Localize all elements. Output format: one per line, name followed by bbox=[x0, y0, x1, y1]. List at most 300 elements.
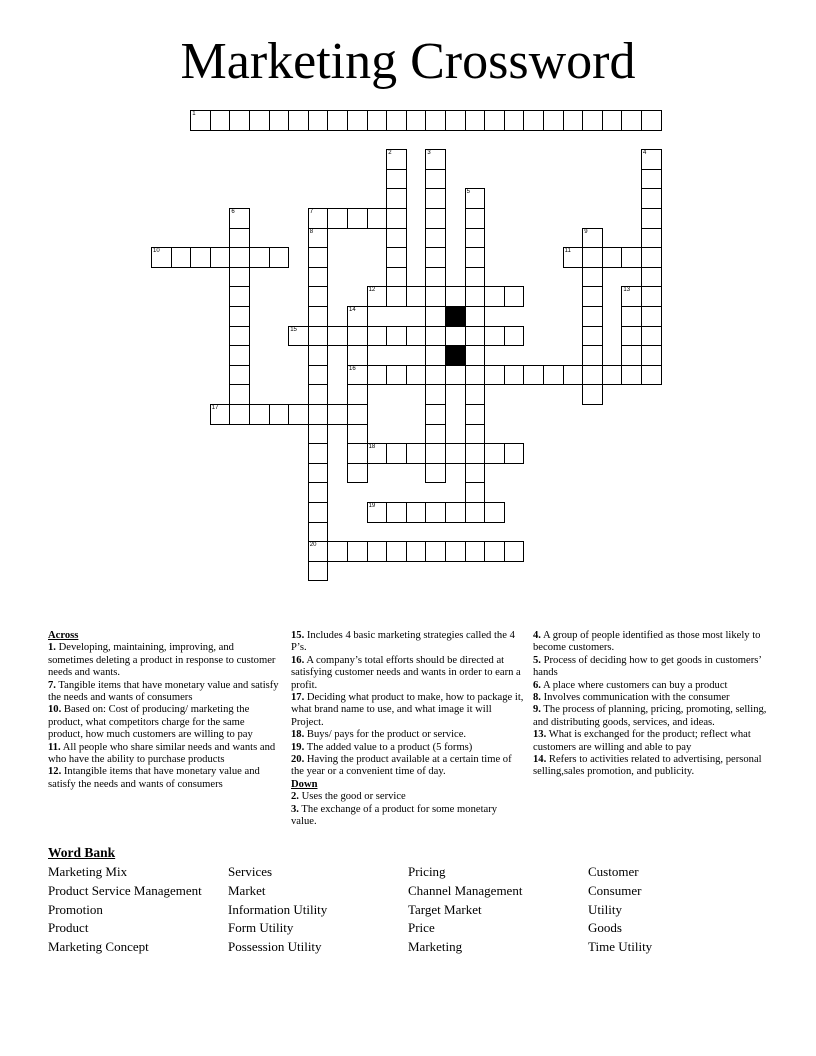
clue-text: A place where customers can buy a product bbox=[543, 679, 728, 691]
grid-cell[interactable] bbox=[210, 404, 231, 425]
grid-cell[interactable] bbox=[465, 502, 486, 523]
clue-number: 16. bbox=[291, 654, 305, 666]
clue-number: 8. bbox=[533, 692, 541, 704]
clue-number: 7. bbox=[48, 679, 56, 691]
grid-cell[interactable] bbox=[367, 502, 388, 523]
grid-cell[interactable] bbox=[386, 267, 407, 288]
grid-cell[interactable] bbox=[308, 110, 329, 131]
word-bank-word: Product bbox=[48, 920, 89, 936]
grid-cell[interactable] bbox=[249, 404, 270, 425]
clue-item bbox=[291, 655, 524, 692]
cell-number: 20 bbox=[309, 542, 317, 549]
grid-cell[interactable] bbox=[425, 541, 446, 562]
grid-cell[interactable] bbox=[582, 228, 603, 249]
grid-cell[interactable] bbox=[308, 326, 329, 347]
grid-cell[interactable] bbox=[504, 110, 525, 131]
grid-cell[interactable] bbox=[641, 149, 662, 170]
grid-cell[interactable] bbox=[641, 188, 662, 209]
grid-cell[interactable] bbox=[425, 404, 446, 425]
clue-text: All people who share similar needs and wants and who have the ability to purchase products bbox=[48, 741, 276, 766]
word-bank-word: Services bbox=[228, 864, 273, 879]
clue-item bbox=[291, 804, 524, 829]
clue-number: 12. bbox=[48, 766, 62, 778]
grid-cell[interactable] bbox=[229, 365, 250, 386]
clue-item bbox=[533, 754, 773, 779]
grid-cell[interactable] bbox=[582, 384, 603, 405]
grid-cell[interactable] bbox=[465, 286, 486, 307]
grid-cell[interactable] bbox=[465, 365, 486, 386]
grid-cell[interactable] bbox=[347, 208, 368, 229]
clue-number: 6. bbox=[533, 679, 541, 691]
grid-cell[interactable] bbox=[308, 286, 329, 307]
grid-cell[interactable] bbox=[229, 208, 250, 229]
clue-text: Based on: Cost of producing/ marketing the product, what competitors charge for the same product, how much customers are willing to pay bbox=[48, 704, 253, 741]
grid-cell[interactable] bbox=[347, 365, 368, 386]
grid-cell[interactable] bbox=[582, 345, 603, 366]
grid-cell[interactable] bbox=[229, 267, 250, 288]
grid-cell[interactable] bbox=[386, 188, 407, 209]
grid-cell[interactable] bbox=[641, 247, 662, 268]
grid-cell[interactable] bbox=[229, 110, 250, 131]
grid-cell[interactable] bbox=[582, 326, 603, 347]
grid-cell[interactable] bbox=[484, 110, 505, 131]
clue-item bbox=[48, 766, 281, 791]
word-bank-word: Form Utility bbox=[228, 920, 294, 936]
cell-number: 2 bbox=[388, 150, 392, 157]
grid-cell[interactable] bbox=[269, 110, 290, 131]
grid-cell[interactable] bbox=[367, 541, 388, 562]
grid-cell[interactable] bbox=[367, 286, 388, 307]
grid-cell[interactable] bbox=[465, 443, 486, 464]
grid-cell[interactable] bbox=[465, 463, 486, 484]
grid-cell[interactable] bbox=[465, 384, 486, 405]
grid-cell[interactable] bbox=[641, 208, 662, 229]
clue-text: Refers to activities related to advertising, personal selling,sales promotion, and publicity. bbox=[533, 754, 762, 778]
grid-cell[interactable] bbox=[386, 365, 407, 386]
grid-cell[interactable] bbox=[543, 365, 564, 386]
clue-number: 17. bbox=[291, 692, 305, 704]
cell-number: 4 bbox=[643, 150, 647, 157]
grid-cell[interactable] bbox=[425, 424, 446, 445]
grid-cell[interactable] bbox=[347, 541, 368, 562]
word-bank-word: Price bbox=[408, 920, 435, 936]
clue-text: Process of deciding how to get goods in customers’ hands bbox=[533, 654, 762, 679]
cell-number: 9 bbox=[584, 228, 588, 235]
grid-cell[interactable] bbox=[425, 169, 446, 190]
grid-cell[interactable] bbox=[406, 326, 427, 347]
grid-cell[interactable] bbox=[465, 306, 486, 327]
clue-text: Developing, maintaining, improving, and sometimes deleting a product in response to customer needs and wants. bbox=[48, 642, 276, 679]
grid-cell[interactable] bbox=[641, 306, 662, 327]
cell-number: 10 bbox=[153, 248, 160, 255]
clue-item bbox=[533, 680, 773, 692]
down-heading: Down bbox=[291, 778, 318, 790]
grid-cell[interactable] bbox=[308, 208, 329, 229]
grid-cell[interactable] bbox=[347, 326, 368, 347]
grid-cell[interactable] bbox=[425, 228, 446, 249]
grid-cell[interactable] bbox=[425, 384, 446, 405]
grid-cell[interactable] bbox=[543, 110, 564, 131]
grid-cell[interactable] bbox=[229, 404, 250, 425]
grid-cell[interactable] bbox=[641, 110, 662, 131]
cell-number: 15 bbox=[290, 326, 297, 333]
grid-cell[interactable] bbox=[171, 247, 192, 268]
grid-cell[interactable] bbox=[465, 208, 486, 229]
grid-cell[interactable] bbox=[406, 541, 427, 562]
grid-cell[interactable] bbox=[582, 286, 603, 307]
grid-cell[interactable] bbox=[367, 326, 388, 347]
grid-cell[interactable] bbox=[621, 345, 642, 366]
clue-item bbox=[533, 630, 773, 655]
clue-number: 9. bbox=[533, 704, 541, 716]
grid-cell[interactable] bbox=[327, 326, 348, 347]
grid-cell[interactable] bbox=[602, 110, 623, 131]
grid-cell[interactable] bbox=[308, 522, 329, 543]
clue-text: A group of people identified as those most likely to become customers. bbox=[533, 630, 761, 654]
grid-cell[interactable] bbox=[641, 326, 662, 347]
grid-cell[interactable] bbox=[249, 110, 270, 131]
clue-number: 10. bbox=[48, 704, 62, 716]
grid-cell[interactable] bbox=[504, 541, 525, 562]
grid-cell[interactable] bbox=[327, 208, 348, 229]
grid-cell[interactable] bbox=[249, 247, 270, 268]
cell-number: 19 bbox=[368, 503, 376, 509]
page-title: Marketing Crossword bbox=[180, 33, 636, 90]
word-bank-word: Marketing bbox=[408, 939, 463, 955]
grid-cell[interactable] bbox=[308, 247, 329, 268]
clue-item bbox=[533, 704, 773, 729]
grid-cell[interactable] bbox=[308, 561, 329, 582]
grid-cell[interactable] bbox=[504, 365, 525, 386]
clue-text: Includes 4 basic marketing strategies called the 4 P’s. bbox=[291, 630, 515, 654]
grid-cell[interactable] bbox=[621, 286, 642, 307]
grid-cell[interactable] bbox=[288, 326, 309, 347]
grid-cell[interactable] bbox=[641, 228, 662, 249]
across-heading: Across bbox=[48, 630, 79, 641]
grid-cell[interactable] bbox=[367, 110, 388, 131]
grid-cell[interactable] bbox=[641, 365, 662, 386]
grid-cell[interactable] bbox=[425, 463, 446, 484]
grid-cell[interactable] bbox=[484, 286, 505, 307]
clue-item bbox=[291, 692, 524, 729]
grid-cell[interactable] bbox=[308, 365, 329, 386]
grid-cell[interactable] bbox=[445, 443, 466, 464]
grid-cell[interactable] bbox=[229, 326, 250, 347]
grid-cell[interactable] bbox=[386, 208, 407, 229]
cell-number: 13 bbox=[623, 287, 631, 294]
grid-cell[interactable] bbox=[308, 345, 329, 366]
clue-item bbox=[291, 729, 524, 741]
grid-cell[interactable] bbox=[621, 326, 642, 347]
grid-cell[interactable] bbox=[308, 404, 329, 425]
cell-number: 17 bbox=[211, 405, 219, 411]
clue-text: Intangible items that have monetary value and satisfy the needs and wants of consumers bbox=[48, 766, 260, 790]
grid-cell[interactable] bbox=[210, 110, 231, 131]
grid-cell[interactable] bbox=[190, 110, 211, 131]
grid-cell[interactable] bbox=[465, 345, 486, 366]
grid-cell[interactable] bbox=[425, 345, 446, 366]
grid-cell[interactable] bbox=[386, 247, 407, 268]
grid-cell[interactable] bbox=[288, 110, 309, 131]
grid-cell[interactable] bbox=[308, 384, 329, 405]
clue-number: 1. bbox=[48, 642, 56, 654]
clues-column-1 bbox=[48, 630, 281, 791]
clue-item bbox=[291, 791, 524, 803]
grid-cell[interactable] bbox=[327, 541, 348, 562]
cell-number: 11 bbox=[564, 248, 571, 255]
grid-cell[interactable] bbox=[425, 247, 446, 268]
grid-cell[interactable] bbox=[465, 188, 486, 209]
word-bank-word: Pricing bbox=[408, 864, 446, 879]
clue-number: 5. bbox=[533, 654, 541, 666]
grid-cell[interactable] bbox=[504, 326, 525, 347]
grid-cell[interactable] bbox=[523, 110, 544, 131]
grid-cell[interactable] bbox=[445, 326, 466, 347]
grid-cell[interactable] bbox=[465, 326, 486, 347]
clue-item bbox=[291, 754, 524, 779]
clue-text: Involves communication with the consumer bbox=[543, 692, 730, 704]
grid-cell[interactable] bbox=[327, 110, 348, 131]
grid-cell[interactable] bbox=[406, 110, 427, 131]
grid-cell[interactable] bbox=[386, 541, 407, 562]
cell-number: 5 bbox=[466, 189, 470, 196]
grid-cell[interactable] bbox=[425, 326, 446, 347]
clue-item bbox=[48, 704, 281, 741]
clue-text: The added value to a product (5 forms) bbox=[306, 741, 473, 753]
grid-cell[interactable] bbox=[425, 188, 446, 209]
word-bank bbox=[48, 845, 768, 957]
word-bank-word: Marketing Mix bbox=[48, 864, 128, 879]
grid-cell[interactable] bbox=[347, 443, 368, 464]
grid-cell[interactable] bbox=[347, 463, 368, 484]
cell-number: 6 bbox=[231, 209, 235, 215]
clue-text: Uses the good or service bbox=[301, 791, 406, 803]
grid-cell[interactable] bbox=[445, 541, 466, 562]
word-bank-word: Utility bbox=[588, 901, 622, 917]
word-bank-word: Promotion bbox=[48, 901, 103, 917]
grid-cell[interactable] bbox=[582, 110, 603, 131]
grid-cell[interactable] bbox=[425, 502, 446, 523]
grid-cell[interactable] bbox=[425, 149, 446, 170]
clue-number: 11. bbox=[48, 741, 61, 753]
grid-cell[interactable] bbox=[406, 443, 427, 464]
grid-cell[interactable] bbox=[445, 502, 466, 523]
grid-cell[interactable] bbox=[425, 365, 446, 386]
word-bank-word: Information Utility bbox=[228, 901, 328, 917]
grid-cell[interactable] bbox=[386, 110, 407, 131]
grid-cell[interactable] bbox=[308, 541, 329, 562]
clue-item bbox=[533, 655, 773, 680]
grid-cell[interactable] bbox=[563, 110, 584, 131]
grid-cell[interactable] bbox=[151, 247, 172, 268]
grid-cell[interactable] bbox=[229, 306, 250, 327]
clues-column-2 bbox=[291, 630, 524, 829]
clue-item bbox=[48, 680, 281, 705]
grid-cell[interactable] bbox=[386, 502, 407, 523]
grid-cell[interactable] bbox=[406, 286, 427, 307]
grid-cell[interactable] bbox=[563, 365, 584, 386]
clue-text: Tangible items that have monetary value and satisfy the needs and wants of consumers bbox=[48, 679, 279, 704]
grid-cell[interactable] bbox=[425, 286, 446, 307]
grid-cell[interactable] bbox=[367, 443, 388, 464]
word-bank-title: Word Bank bbox=[48, 845, 116, 860]
clue-text: Having the product available at a certain time of the year or a convenient time of day. bbox=[291, 754, 512, 778]
grid-cell[interactable] bbox=[190, 247, 211, 268]
grid-cell[interactable] bbox=[641, 286, 662, 307]
word-bank-word: Channel Management bbox=[408, 882, 523, 898]
grid-cell[interactable] bbox=[347, 384, 368, 405]
grid-cell[interactable] bbox=[465, 247, 486, 268]
grid-cell[interactable] bbox=[582, 247, 603, 268]
grid-cell[interactable] bbox=[484, 365, 505, 386]
word-bank-word: Customer bbox=[588, 864, 639, 879]
clue-item bbox=[533, 692, 773, 704]
grid-cell[interactable] bbox=[406, 502, 427, 523]
grid-cell[interactable] bbox=[347, 345, 368, 366]
grid-block bbox=[445, 345, 466, 366]
clue-number: 14. bbox=[533, 754, 547, 766]
grid-cell[interactable] bbox=[386, 286, 407, 307]
cell-number: 3 bbox=[427, 150, 431, 157]
word-bank-word: Market bbox=[228, 882, 266, 898]
grid-cell[interactable] bbox=[641, 169, 662, 190]
clue-number: 19. bbox=[291, 741, 305, 753]
grid-cell[interactable] bbox=[288, 404, 309, 425]
grid-cell[interactable] bbox=[465, 267, 486, 288]
grid-cell[interactable] bbox=[229, 286, 250, 307]
clue-text: Buys/ pays for the product or service. bbox=[306, 729, 467, 741]
grid-cell[interactable] bbox=[425, 267, 446, 288]
grid-cell[interactable] bbox=[641, 267, 662, 288]
grid-cell[interactable] bbox=[582, 306, 603, 327]
grid-cell[interactable] bbox=[523, 365, 544, 386]
grid-cell[interactable] bbox=[641, 345, 662, 366]
grid-cell[interactable] bbox=[445, 365, 466, 386]
grid-cell[interactable] bbox=[308, 424, 329, 445]
clue-item bbox=[291, 630, 524, 655]
grid-cell[interactable] bbox=[347, 110, 368, 131]
grid-cell[interactable] bbox=[386, 443, 407, 464]
clues-column-3 bbox=[533, 630, 773, 779]
clue-item bbox=[291, 742, 524, 754]
word-bank-word: Marketing Concept bbox=[48, 939, 149, 955]
grid-cell[interactable] bbox=[386, 149, 407, 170]
clue-item bbox=[48, 742, 281, 767]
grid-cell[interactable] bbox=[308, 306, 329, 327]
grid-cell[interactable] bbox=[621, 247, 642, 268]
grid-cell[interactable] bbox=[308, 267, 329, 288]
grid-cell[interactable] bbox=[229, 228, 250, 249]
cell-number: 16 bbox=[349, 365, 356, 372]
grid-cell[interactable] bbox=[582, 365, 603, 386]
grid-cell[interactable] bbox=[229, 345, 250, 366]
grid-cell[interactable] bbox=[621, 365, 642, 386]
grid-cell[interactable] bbox=[308, 228, 329, 249]
grid-cell[interactable] bbox=[425, 443, 446, 464]
clue-number: 3. bbox=[291, 803, 299, 815]
grid-cell[interactable] bbox=[465, 424, 486, 445]
clue-item bbox=[48, 642, 281, 679]
word-bank-word: Possession Utility bbox=[228, 939, 322, 955]
grid-cell[interactable] bbox=[386, 169, 407, 190]
grid-cell[interactable] bbox=[269, 247, 290, 268]
grid-cell[interactable] bbox=[347, 424, 368, 445]
grid-cell[interactable] bbox=[308, 482, 329, 503]
grid-cell[interactable] bbox=[445, 286, 466, 307]
grid-cell[interactable] bbox=[425, 306, 446, 327]
grid-cell[interactable] bbox=[602, 247, 623, 268]
grid-cell[interactable] bbox=[229, 247, 250, 268]
grid-cell[interactable] bbox=[504, 443, 525, 464]
grid-cell[interactable] bbox=[602, 365, 623, 386]
grid-cell[interactable] bbox=[445, 110, 466, 131]
grid-cell[interactable] bbox=[406, 365, 427, 386]
word-bank-word: Product Service Management bbox=[48, 882, 202, 898]
grid-cell[interactable] bbox=[563, 247, 584, 268]
grid-cell[interactable] bbox=[465, 482, 486, 503]
cell-number: 1 bbox=[192, 111, 196, 117]
clue-number: 18. bbox=[291, 729, 305, 741]
grid-cell[interactable] bbox=[347, 306, 368, 327]
grid-cell[interactable] bbox=[308, 502, 329, 523]
grid-cell[interactable] bbox=[425, 208, 446, 229]
grid-cell[interactable] bbox=[484, 326, 505, 347]
clue-text: Deciding what product to make, how to package it, what brand name to use, and what image it will Project. bbox=[291, 692, 524, 728]
cell-number: 12 bbox=[368, 287, 376, 294]
clue-number: 20. bbox=[291, 754, 305, 766]
grid-cell[interactable] bbox=[425, 110, 446, 131]
grid-cell[interactable] bbox=[327, 404, 348, 425]
cell-number: 7 bbox=[309, 209, 314, 215]
clue-number: 4. bbox=[533, 630, 541, 641]
grid-cell[interactable] bbox=[308, 443, 329, 464]
grid-cell[interactable] bbox=[229, 384, 250, 405]
grid-cell[interactable] bbox=[484, 502, 505, 523]
grid-cell[interactable] bbox=[484, 541, 505, 562]
word-bank-word: Consumer bbox=[588, 882, 642, 898]
grid-cell[interactable] bbox=[367, 208, 388, 229]
grid-cell[interactable] bbox=[582, 267, 603, 288]
grid-cell[interactable] bbox=[347, 404, 368, 425]
clue-text: A company’s total efforts should be directed at satisfying customer needs and wants in order to earn a profit. bbox=[291, 654, 521, 691]
clue-number: 2. bbox=[291, 791, 299, 803]
grid-cell[interactable] bbox=[621, 306, 642, 327]
grid-cell[interactable] bbox=[367, 365, 388, 386]
word-bank-word: Target Market bbox=[408, 901, 482, 917]
grid-cell[interactable] bbox=[465, 541, 486, 562]
clue-number: 15. bbox=[291, 630, 305, 641]
grid-cell[interactable] bbox=[465, 228, 486, 249]
grid-cell[interactable] bbox=[465, 404, 486, 425]
clue-text: The exchange of a product for some monetary value. bbox=[291, 803, 498, 828]
grid-cell[interactable] bbox=[308, 463, 329, 484]
grid-cell[interactable] bbox=[386, 228, 407, 249]
grid-cell[interactable] bbox=[621, 110, 642, 131]
grid-cell[interactable] bbox=[465, 110, 486, 131]
clue-item bbox=[533, 729, 773, 754]
clue-text: The process of planning, pricing, promoting, selling, and distributing goods, services, and ideas. bbox=[533, 704, 767, 728]
grid-cell[interactable] bbox=[504, 286, 525, 307]
word-bank-word: Goods bbox=[588, 920, 622, 936]
grid-cell[interactable] bbox=[484, 443, 505, 464]
grid-cell[interactable] bbox=[269, 404, 290, 425]
cell-number: 8 bbox=[309, 228, 314, 235]
grid-cell[interactable] bbox=[386, 326, 407, 347]
grid-cell[interactable] bbox=[210, 247, 231, 268]
clue-number: 13. bbox=[533, 729, 547, 741]
cell-number: 14 bbox=[349, 307, 356, 313]
grid-block bbox=[445, 306, 466, 327]
